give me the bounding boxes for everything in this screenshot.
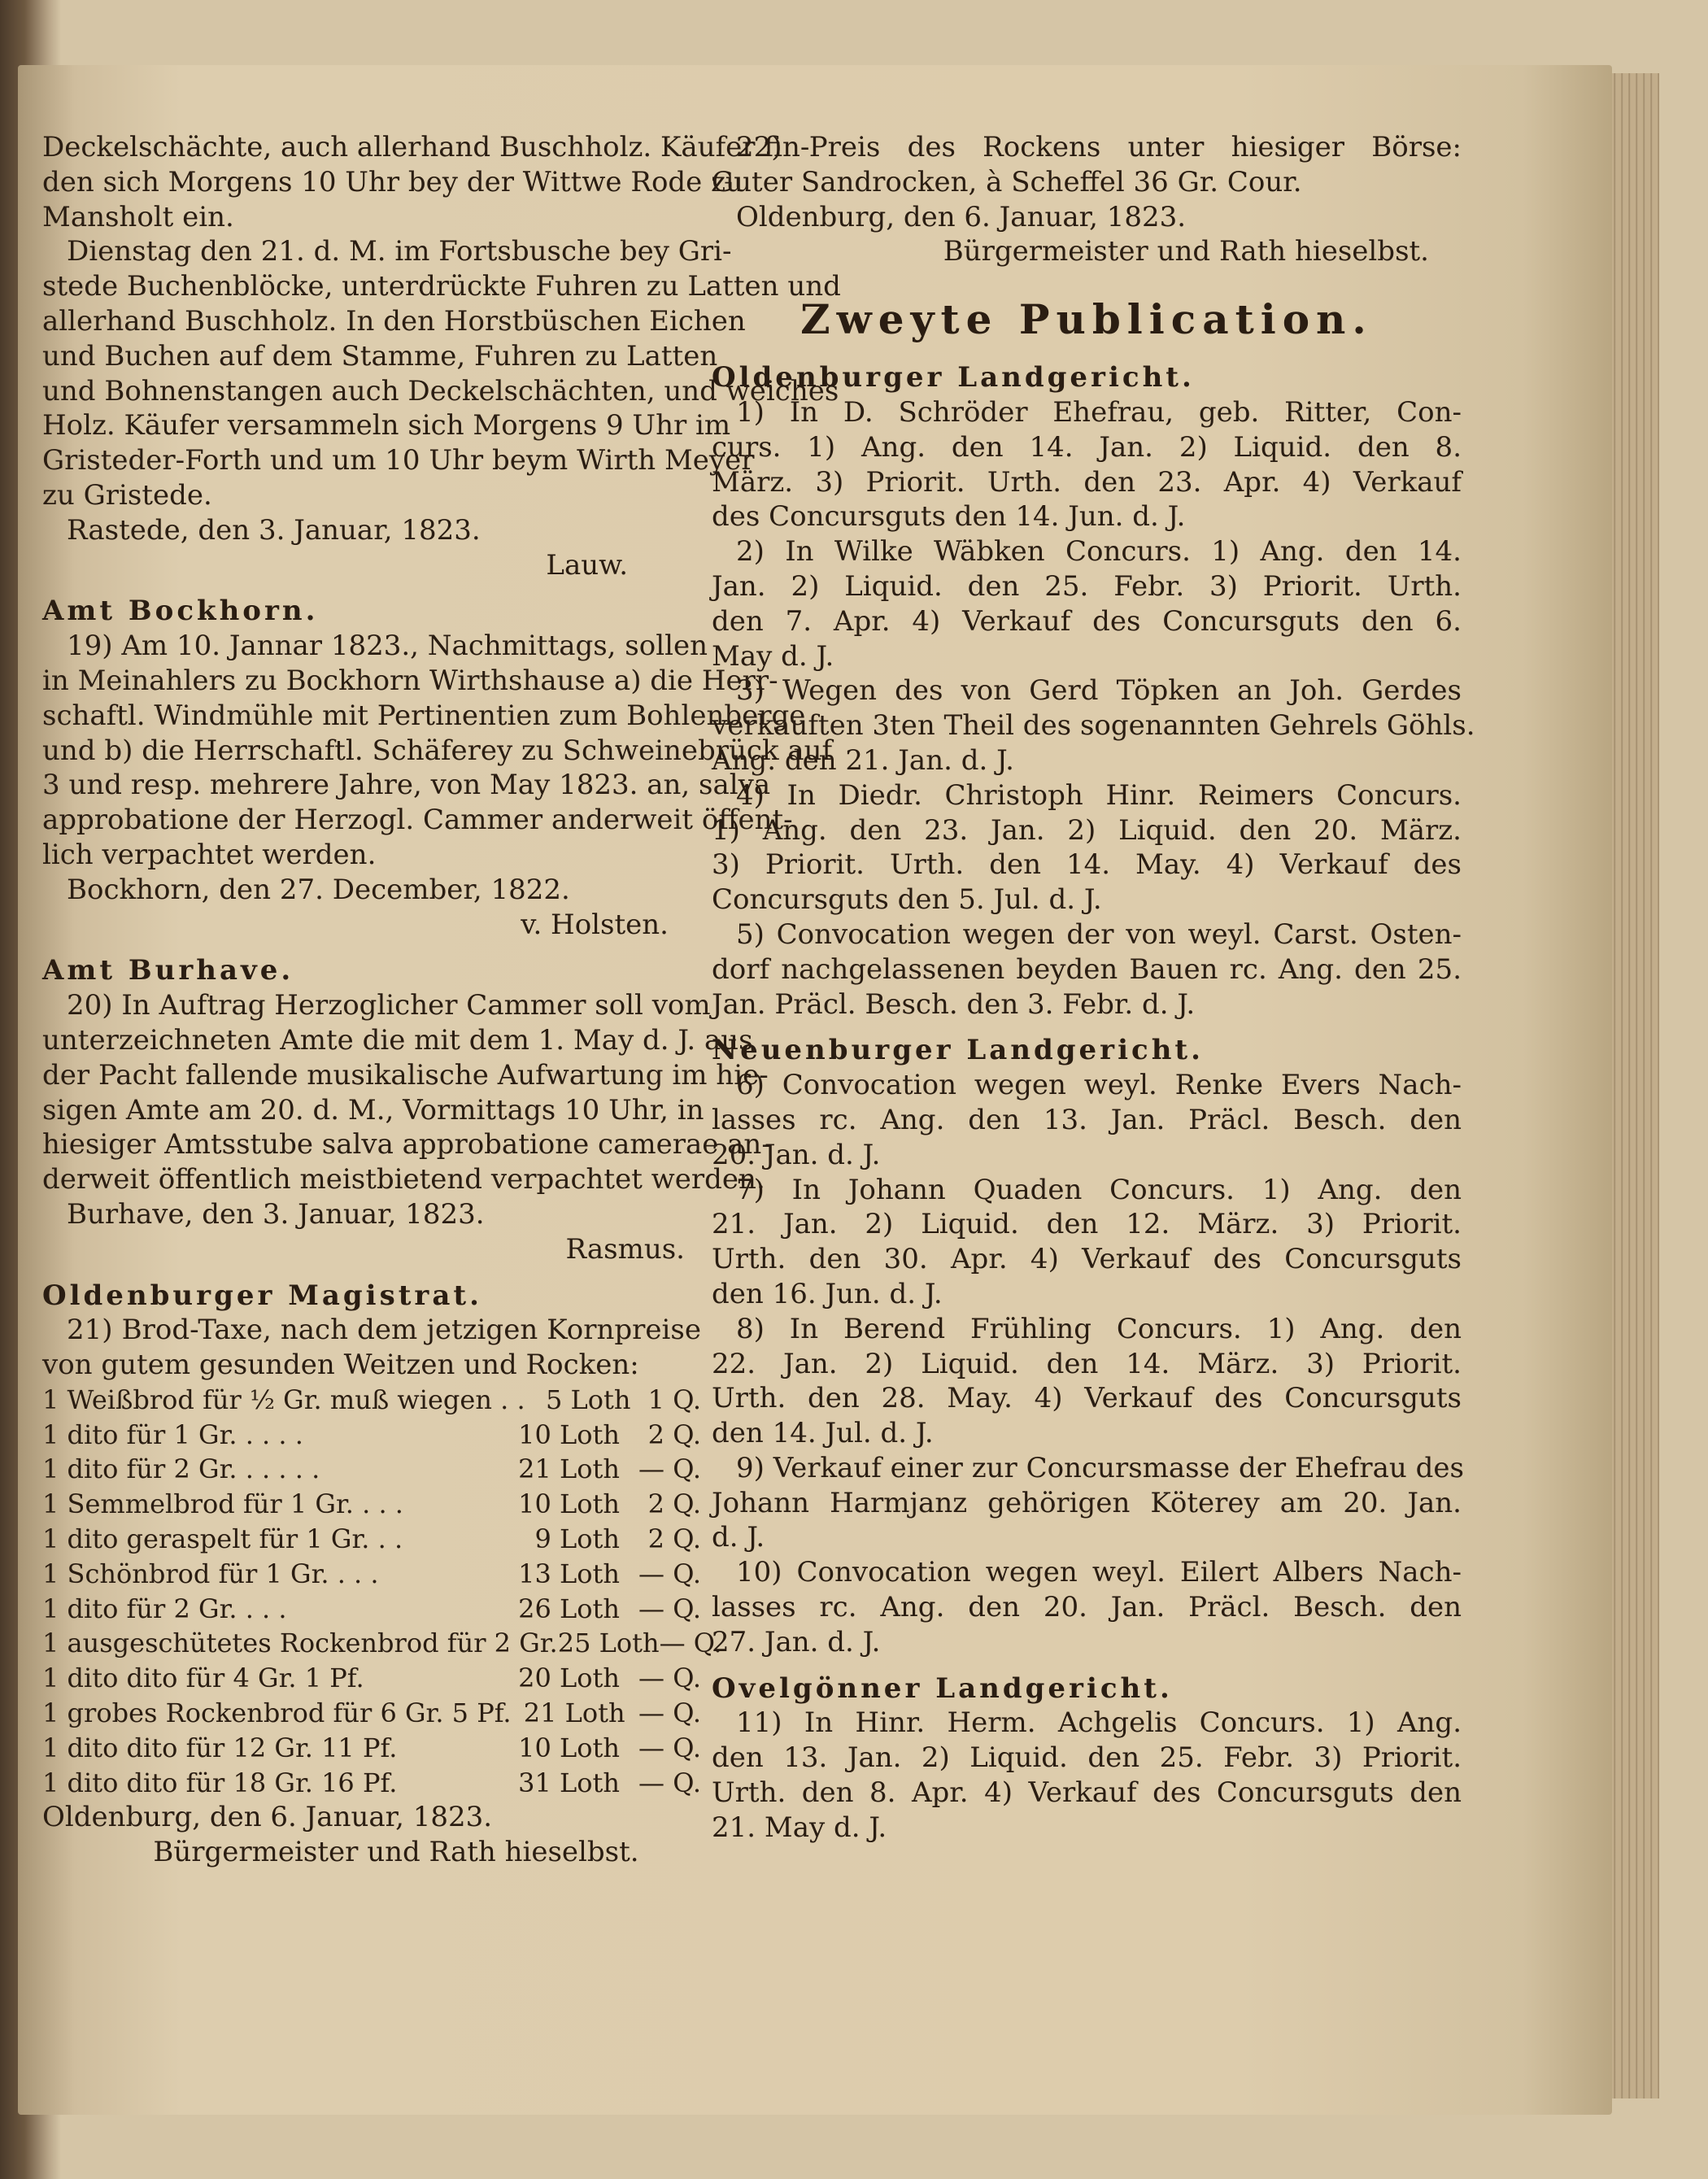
dateline-rastede: Rastede, den 3. Januar, 1823. — [67, 513, 481, 547]
tax-quentchen: 2 Q. — [647, 1419, 701, 1450]
tax-quentchen: — Q. — [638, 1697, 701, 1729]
text-line: 3) Priorit. Urth. den 14. May. 4) Verkauf des — [712, 848, 1462, 882]
table-row — [42, 1661, 701, 1696]
text-line: von gutem gesunden Weitzen und Rocken: — [42, 1349, 639, 1382]
table-row — [42, 1418, 701, 1453]
text-line: schaftl. Windmühle mit Pertinentien zum Bohlenberge — [42, 699, 806, 732]
text-line: der Pacht fallende musikalische Aufwartung im hie- — [42, 1058, 769, 1092]
tax-quentchen: — Q. — [638, 1593, 701, 1624]
tax-weight: 26 Loth — [518, 1593, 620, 1624]
text-line: May d. J. — [712, 639, 834, 673]
text-line: 6) Convocation wegen weyl. Renke Evers Nach- — [736, 1069, 1462, 1102]
text-line: und Buchen auf dem Stamme, Fuhren zu Latten — [42, 339, 718, 373]
table-row — [42, 1487, 701, 1522]
tax-weight: 21 Loth — [518, 1453, 620, 1485]
section-heading-bockhorn: Amt Bockhorn. — [42, 595, 319, 628]
text-line: derweit öffentlich meistbietend verpachtet werden. — [42, 1163, 765, 1196]
text-line: und b) die Herrschaftl. Schäferey zu Schweinebrück auf — [42, 734, 833, 767]
tax-item: 1 Semmelbrod für 1 Gr. . . . — [42, 1488, 403, 1520]
tax-quentchen: — Q. — [638, 1558, 701, 1589]
signature-rasmus: Rasmus. — [565, 1232, 685, 1266]
text-line: und Bohnenstangen auch Deckelschächten, und weiches — [42, 374, 839, 407]
text-line: Johann Harmjanz gehörigen Köterey am 20. Jan. — [712, 1486, 1462, 1519]
text-line: März. 3) Priorit. Urth. den 23. Apr. 4) Verkauf — [712, 465, 1462, 499]
right-column — [712, 130, 1475, 1846]
text-line: Jan. Präcl. Besch. den 3. Febr. d. J. — [712, 987, 1196, 1021]
table-row — [42, 1557, 701, 1592]
signature-holsten: v. Holsten. — [521, 908, 669, 941]
text-line: dorf nachgelassenen beyden Bauen rc. Ang. den 25. — [712, 952, 1462, 986]
tax-weight: 9 Loth — [534, 1523, 620, 1555]
tax-item: 1 dito dito für 18 Gr. 16 Pf. — [42, 1767, 398, 1798]
table-row — [42, 1522, 701, 1557]
text-line: 27. Jan. d. J. — [712, 1625, 881, 1658]
text-line: d. J. — [712, 1521, 765, 1554]
section-heading-burhave: Amt Burhave. — [42, 954, 294, 987]
text-line: den 13. Jan. 2) Liquid. den 25. Febr. 3) Priorit. — [712, 1741, 1462, 1775]
section-heading-neuenburger: Neuenburger Landgericht. — [712, 1034, 1204, 1067]
ovelgonner-notices — [712, 1706, 1462, 1845]
tax-item: 1 dito für 1 Gr. . . . . — [42, 1419, 303, 1450]
text-line: 11) In Hinr. Herm. Achgelis Concurs. 1) Ang. — [736, 1706, 1462, 1740]
text-line: 21) Brod-Taxe, nach dem jetzigen Kornpreise — [67, 1314, 701, 1347]
text-line: stede Buchenblöcke, unterdrückte Fuhren zu Latten und — [42, 270, 841, 303]
table-row — [42, 1626, 722, 1661]
signature-rath-left: Bürgermeister und Rath hieselbst. — [153, 1836, 639, 1869]
bread-tax-table — [42, 1383, 722, 1801]
text-line: 3) Wegen des von Gerd Töpken an Joh. Gerdes — [736, 674, 1462, 708]
notice-20 — [42, 988, 771, 1197]
text-line: den 14. Jul. d. J. — [712, 1417, 934, 1450]
text-line: sigen Amte am 20. d. M., Vormittags 10 Uhr, in — [42, 1093, 704, 1127]
text-line: approbatione der Herzogl. Cammer anderweit öffent- — [42, 804, 793, 837]
text-line: lasses rc. Ang. den 20. Jan. Präcl. Besch. den — [712, 1591, 1462, 1624]
text-line: 1) In D. Schröder Ehefrau, geb. Ritter, Con- — [736, 395, 1462, 429]
table-row — [42, 1383, 701, 1418]
table-row — [42, 1592, 701, 1627]
tax-weight: 25 Loth — [557, 1628, 660, 1659]
text-line: 5) Convocation wegen der von weyl. Carst. Osten- — [736, 917, 1462, 951]
text-line: Urth. den 8. Apr. 4) Verkauf des Concursguts den — [712, 1776, 1462, 1810]
neuenburger-notices — [712, 1068, 1462, 1660]
text-line: Urth. den 28. May. 4) Verkauf des Concursguts — [712, 1382, 1462, 1415]
tax-item: 1 dito dito für 12 Gr. 11 Pf. — [42, 1732, 398, 1763]
text-line: unterzeichneten Amte die mit dem 1. May d. J. aus — [42, 1023, 753, 1057]
tax-item: 1 dito dito für 4 Gr. 1 Pf. — [42, 1663, 364, 1694]
text-line: 3 und resp. mehrere Jahre, von May 1823. an, salva — [42, 769, 771, 802]
text-line: 20) In Auftrag Herzoglicher Cammer soll vom — [67, 989, 711, 1022]
text-line: den 16. Jun. d. J. — [712, 1277, 943, 1310]
text-line: 10) Convocation wegen weyl. Eilert Albers Nach- — [736, 1556, 1462, 1589]
text-line: Guter Sandrocken, à Scheffel 36 Gr. Cour. — [712, 165, 1302, 198]
text-line: 9) Verkauf einer zur Concursmasse der Ehefrau des — [736, 1451, 1464, 1484]
publication-heading: Zweyte Publication. — [800, 295, 1373, 344]
text-line: des Concursguts den 14. Jun. d. J. — [712, 500, 1186, 534]
table-row — [42, 1696, 701, 1731]
text-line: 22. Jan. 2) Liquid. den 14. März. 3) Priorit. — [712, 1347, 1462, 1380]
text-line: lasses rc. Ang. den 13. Jan. Präcl. Besch. den — [712, 1103, 1462, 1136]
dateline-oldenburg-right: Oldenburg, den 6. Januar, 1823. — [736, 200, 1187, 233]
text-line: Gristeder-Forth und um 10 Uhr beym Wirth Meyer — [42, 444, 755, 477]
text-line: Holz. Käufer versammeln sich Morgens 9 Uhr im — [42, 409, 731, 442]
text-line: 19) Am 10. Jannar 1823., Nachmittags, sollen — [67, 630, 708, 663]
tax-item: 1 ausgeschütetes Rockenbrod für 2 Gr. — [42, 1628, 558, 1659]
tax-quentchen: — Q. — [638, 1453, 701, 1485]
left-top-section — [42, 130, 841, 513]
text-line: den sich Morgens 10 Uhr bey der Wittwe Rode zu — [42, 165, 743, 198]
text-line: zu Gristede. — [42, 478, 212, 512]
text-line: Dienstag den 21. d. M. im Fortsbusche bey Gri- — [67, 235, 732, 268]
tax-item: 1 Schönbrod für 1 Gr. . . . — [42, 1558, 379, 1589]
text-line: Concursguts den 5. Jul. d. J. — [712, 883, 1102, 917]
oldenburger-notices — [712, 395, 1475, 1022]
text-line: 7) In Johann Quaden Concurs. 1) Ang. den — [736, 1173, 1462, 1206]
tax-quentchen: 1 Q. — [647, 1384, 701, 1415]
text-line: verkauften 3ten Theil des sogenannten Gehrels Göhls. — [712, 709, 1475, 743]
tax-quentchen: 2 Q. — [647, 1488, 701, 1520]
text-line: 1) Ang. den 23. Jan. 2) Liquid. den 20. März. — [712, 813, 1462, 847]
tax-item: 1 Weißbrod für ½ Gr. muß wiegen . . — [42, 1384, 525, 1415]
tax-quentchen: — Q. — [638, 1663, 701, 1694]
text-line: Jan. 2) Liquid. den 25. Febr. 3) Priorit. Urth. — [712, 569, 1462, 603]
text-line: Deckelschächte, auch allerhand Buschholz. Käufer fin- — [42, 131, 810, 163]
tax-quentchen: — Q. — [659, 1628, 722, 1659]
signature-lauw: Lauw. — [546, 548, 628, 582]
tax-item: 1 grobes Rockenbrod für 6 Gr. 5 Pf. — [42, 1697, 512, 1729]
signature-rath-right: Bürgermeister und Rath hieselbst. — [943, 235, 1429, 268]
tax-item: 1 dito geraspelt für 1 Gr. . . — [42, 1523, 403, 1555]
text-line: 20. Jan. d. J. — [712, 1138, 881, 1171]
text-line: 2) In Wilke Wäbken Concurs. 1) Ang. den 14. — [736, 535, 1462, 569]
text-line: curs. 1) Ang. den 14. Jan. 2) Liquid. den 8. — [712, 430, 1462, 464]
tax-weight: 21 Loth — [523, 1697, 625, 1729]
dateline-oldenburg-left: Oldenburg, den 6. Januar, 1823. — [42, 1801, 493, 1834]
section-heading-ovelgonner: Ovelgönner Landgericht. — [712, 1671, 1173, 1705]
section-heading-oldenburger: Oldenburger Landgericht. — [712, 361, 1195, 394]
section-heading-magistrat: Oldenburger Magistrat. — [42, 1279, 482, 1312]
tax-weight: 13 Loth — [518, 1558, 620, 1589]
text-line: 21. Jan. 2) Liquid. den 12. März. 3) Priorit. — [712, 1208, 1462, 1241]
tax-quentchen: — Q. — [638, 1732, 701, 1763]
tax-quentchen: — Q. — [638, 1767, 701, 1798]
tax-item: 1 dito für 2 Gr. . . . . . — [42, 1453, 320, 1485]
notice-22 — [712, 130, 1462, 200]
notice-21 — [42, 1313, 701, 1383]
table-row — [42, 1766, 701, 1801]
tax-weight: 31 Loth — [518, 1767, 620, 1798]
text-line: Mansholt ein. — [42, 200, 234, 233]
tax-weight: 10 Loth — [518, 1419, 620, 1450]
text-line: Urth. den 30. Apr. 4) Verkauf des Concursguts — [712, 1243, 1462, 1276]
text-line: allerhand Buschholz. In den Horstbüschen Eichen — [42, 304, 746, 338]
text-line: 4) In Diedr. Christoph Hinr. Reimers Concurs. — [736, 778, 1462, 812]
tax-quentchen: 2 Q. — [647, 1523, 701, 1555]
tax-item: 1 dito für 2 Gr. . . . — [42, 1593, 287, 1624]
tax-weight: 5 Loth — [545, 1384, 631, 1415]
table-row — [42, 1452, 701, 1487]
text-line: 8) In Berend Frühling Concurs. 1) Ang. den — [736, 1312, 1462, 1345]
text-line: 22) Preis des Rockens unter hiesiger Börse: — [736, 131, 1462, 163]
text-line: den 7. Apr. 4) Verkauf des Concursguts den 6. — [712, 604, 1462, 638]
dateline-burhave: Burhave, den 3. Januar, 1823. — [67, 1197, 485, 1231]
dateline-bockhorn: Bockhorn, den 27. December, 1822. — [67, 873, 570, 906]
tax-weight: 10 Loth — [518, 1732, 620, 1763]
tax-weight: 10 Loth — [518, 1488, 620, 1520]
text-line: lich verpachtet werden. — [42, 838, 377, 871]
text-line: Ang. den 21. Jan. d. J. — [712, 743, 1014, 777]
tax-weight: 20 Loth — [518, 1663, 620, 1694]
text-line: in Meinahlers zu Bockhorn Wirthshause a) die Herr- — [42, 664, 778, 697]
text-line: hiesiger Amtsstube salva approbatione camerae an- — [42, 1128, 771, 1161]
text-line: 21. May d. J. — [712, 1811, 887, 1844]
table-row — [42, 1731, 701, 1766]
